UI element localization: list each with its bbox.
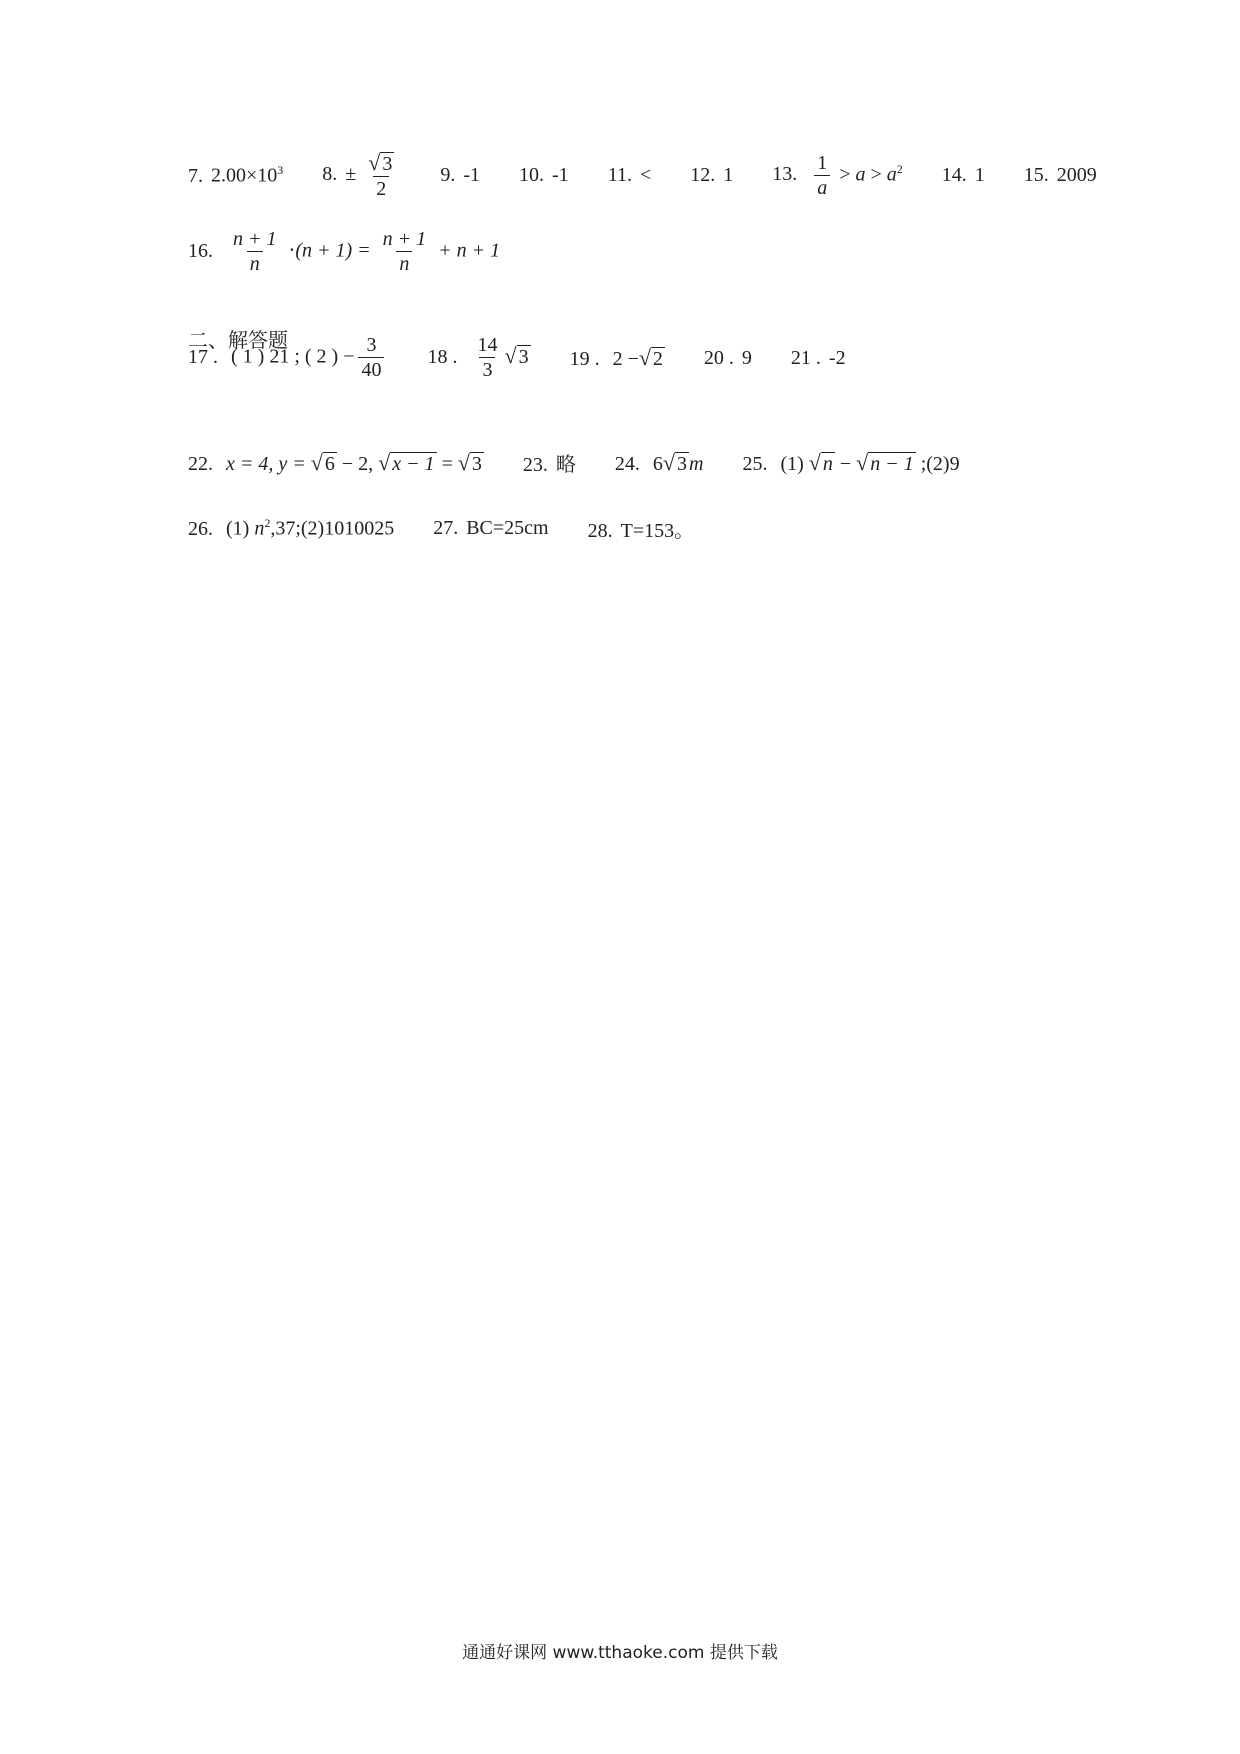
section-title: 二、解答题 xyxy=(188,328,288,352)
square-root: √ 3 xyxy=(457,449,482,475)
answer-line-5 xyxy=(188,514,694,543)
fraction: $\frac{14}{3}$ xyxy=(477,334,498,381)
square-root: √ x − 1 xyxy=(378,449,435,475)
answer-line-3 xyxy=(188,334,846,382)
exponent: 3 xyxy=(277,163,284,178)
plus-minus: ± xyxy=(345,163,357,186)
answer-25: 25. (1) √ n − √ n − 1 ;(2)9 xyxy=(742,449,960,475)
answer-15: 15. 2009 xyxy=(1023,164,1097,186)
answer-14: 14. 1 xyxy=(941,164,985,186)
square-root: √ 2 xyxy=(638,345,663,370)
fraction: $\frac{√ 3}{2}$ xyxy=(368,150,393,200)
answer-27: 27. BC=25cm xyxy=(433,517,549,539)
answer-20: 20 . 9 xyxy=(703,346,752,369)
answer-28: 28. T=153。 xyxy=(587,520,695,542)
fraction: $\frac{3}{40}$ xyxy=(358,334,384,382)
answer-16: 16. $\frac{n + 1}{n}$ ⋅(n + 1) = $\frac{n + 1}{n}$ + n + 1 xyxy=(188,228,501,275)
answer-24: 24. 6√ 3 m xyxy=(614,449,704,475)
square-root: √ 3 xyxy=(504,342,529,368)
answer-22: 22. x = 4, y = √ 6 − 2, √ x − 1 = √ 3 xyxy=(188,449,482,475)
square-root: √ n xyxy=(808,449,833,475)
fraction: $\frac{n + 1}{n}$ xyxy=(382,228,427,275)
answer-7 xyxy=(188,163,283,188)
answer-11: 11. < xyxy=(607,164,652,186)
answer-number: 7. xyxy=(188,164,203,187)
answer-23: 23. 略 xyxy=(522,454,576,476)
answer-value: 2.00×10 xyxy=(211,164,278,187)
answer-12: 12. 1 xyxy=(690,164,734,186)
answer-line-4 xyxy=(188,448,960,477)
page-footer: 通通好课网 www.tthaoke.com 提供下载 xyxy=(462,1643,778,1663)
answer-8 xyxy=(322,150,401,201)
answer-19: 19 . 2 −√ 2 xyxy=(569,345,663,370)
answer-9: 9. -1 xyxy=(440,164,481,186)
answer-26: 26. (1) $n^2,37;(2)1010025$ xyxy=(188,516,395,540)
fraction: $\frac{n + 1}{n}$ xyxy=(233,228,277,275)
answer-18: 18 . $\frac{14}{3}$ √ 3 xyxy=(427,334,529,381)
square-root: √ n − 1 xyxy=(856,449,914,475)
fraction: $\frac{1}{a}$ xyxy=(814,152,830,200)
answer-10: 10. -1 xyxy=(519,164,569,186)
square-root: √ 3 xyxy=(662,449,687,475)
square-root: √ 3 xyxy=(368,150,393,175)
answer-17: 17 . ( 1 ) 21 ; ( 2 ) − $\frac{3}{40}$ xyxy=(188,334,388,382)
square-root: √ 6 xyxy=(310,449,335,475)
answer-number: 8. xyxy=(322,163,338,186)
answer-line-2 xyxy=(188,228,534,276)
answer-21: 21 . -2 xyxy=(790,346,846,369)
answer-line-1 xyxy=(188,150,1097,201)
answer-13: 13. $\frac{1}{a}$ > $a > a^2$ xyxy=(772,151,903,199)
